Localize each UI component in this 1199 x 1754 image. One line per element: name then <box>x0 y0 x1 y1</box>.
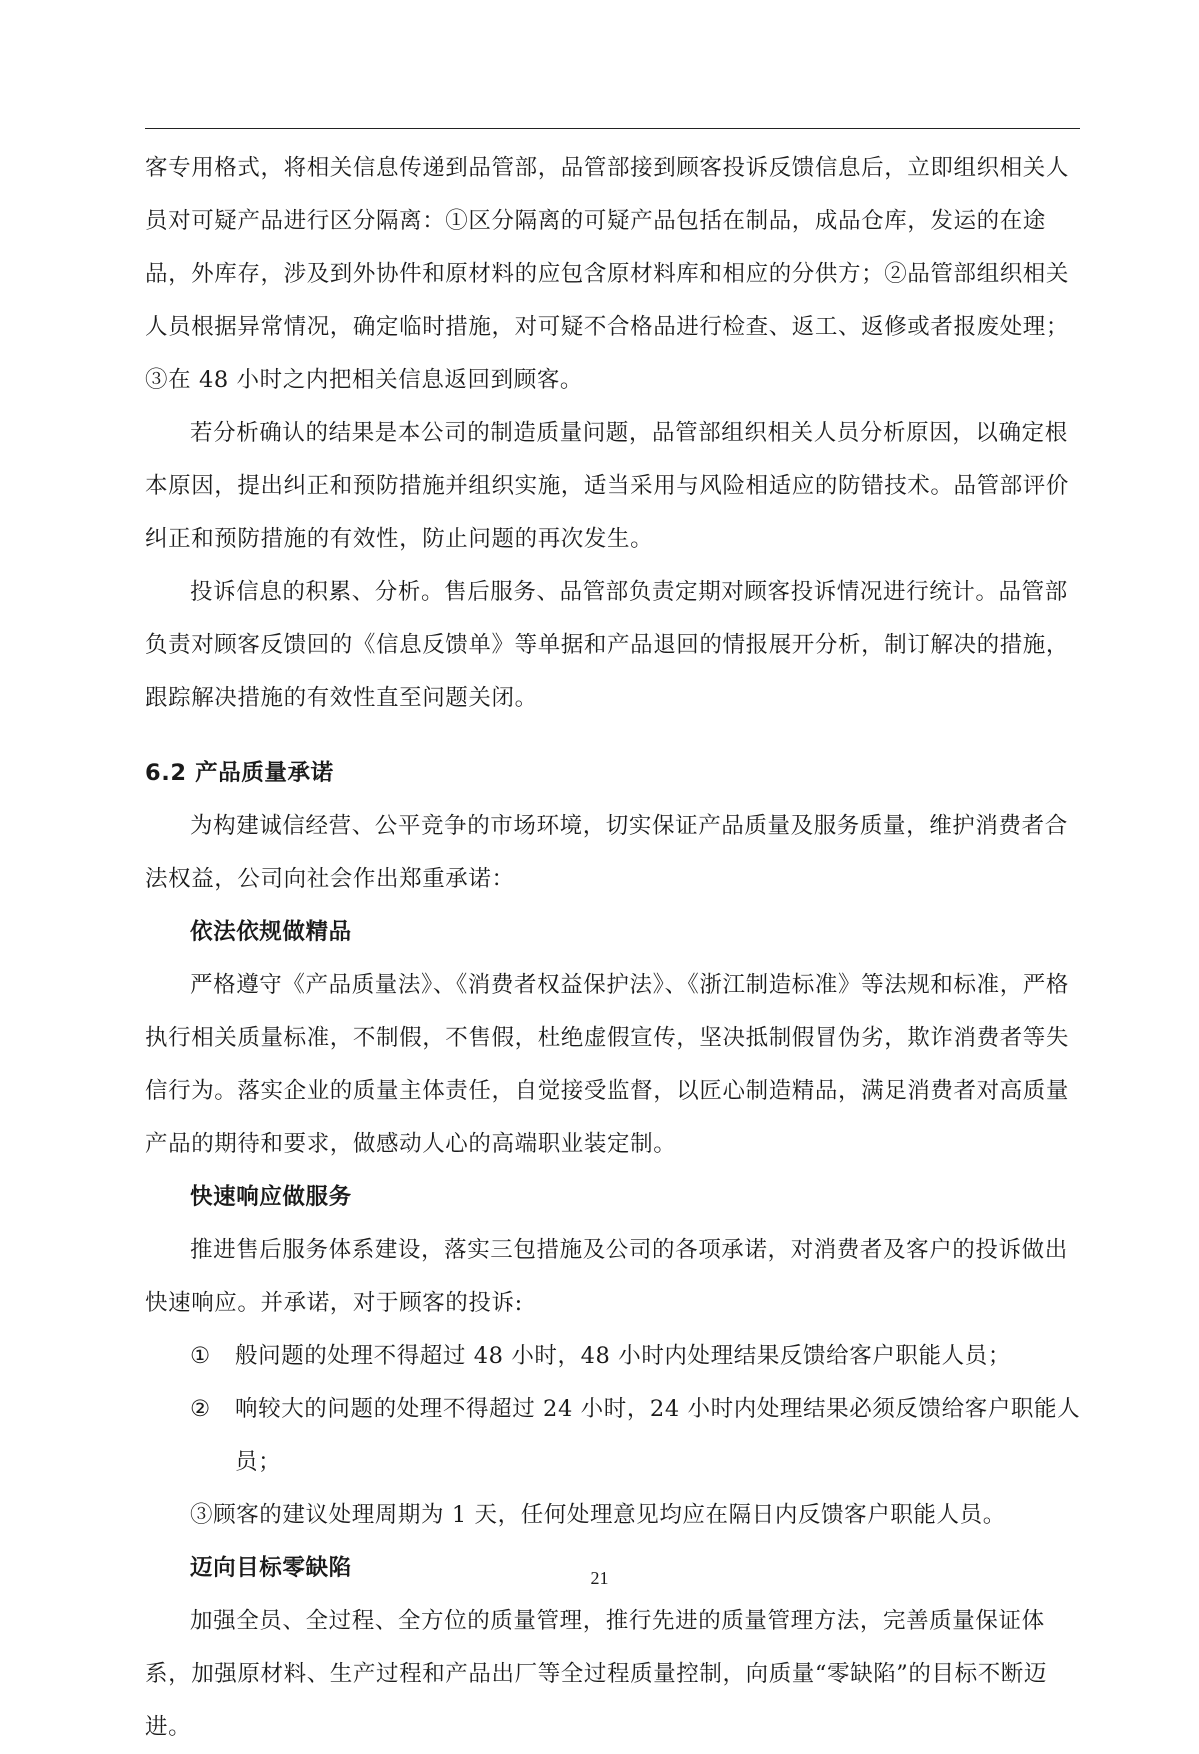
list-item-text: 般问题的处理不得超过 48 小时，48 小时内处理结果反馈给客户职能人员； <box>235 1343 1011 1369</box>
list-item-suggestion: ③顾客的建议处理周期为 1 天，任何处理意见均应在隔日内反馈客户职能人员。 <box>190 1502 1006 1528</box>
page-number: 21 <box>590 1568 609 1588</box>
paragraph-root-cause: 若分析确认的结果是本公司的制造质量问题，品管部组织相关人员分析原因，以确定根本原因，提出纠正和预防措施并组织实施，适当采用与风险相适应的防错技术。品管部评价纠正和预防措施的有效性，防止问题的再次发生。 <box>145 420 1070 552</box>
list-item-text: 响较大的问题的处理不得超过 24 小时，24 小时内处理结果必须反馈给客户职能人 <box>235 1396 1081 1422</box>
commitment-text-service: 推进售后服务体系建设，落实三包措施及公司的各项承诺，对消费者及客户的投诉做出快速响应。并承诺，对于顾客的投诉: <box>145 1237 1068 1316</box>
header-rule <box>145 128 1080 129</box>
paragraph-complaint-analysis: 投诉信息的积累、分析。售后服务、品管部负责定期对顾客投诉情况进行统计。品管部负责对顾客反馈回的《信息反馈单》等单据和产品退回的情报展开分析，制订解决的措施，跟踪解决措施的有效性直至问题关闭。 <box>145 579 1070 711</box>
list-item-number: ① <box>190 1343 211 1369</box>
commitment-text-quality: 严格遵守《产品质量法》、《消费者权益保护法》、《浙江制造标准》等法规和标准，严格执行相关质量标准，不制假，不售假，杜绝虚假宣传，坚决抵制假冒伪劣，欺诈消费者等失信行为。落实企业的质量主体责任，自觉接受监督，以匠心制造精品，满足消费者对高质量产品的期待和要求，做感动人心的高端职业装定制。 <box>145 972 1070 1157</box>
list-item <box>145 1330 1090 1383</box>
commitment-text-zero-defect: 加强全员、全过程、全方位的质量管理，推行先进的质量管理方法，完善质量保证体系，加强原材料、生产过程和产品出厂等全过程质量控制，向质量“零缺陷”的目标不断迈进。 <box>145 1608 1048 1740</box>
page-content <box>145 142 1090 1754</box>
list-item <box>145 1383 1090 1436</box>
list-item-continuation: 员； <box>235 1449 282 1475</box>
list-item-number: ② <box>190 1396 211 1422</box>
section-title: 6.2 产品质量承诺 <box>145 760 334 786</box>
commitment-heading-zero-defect: 迈向目标零缺陷 <box>190 1555 352 1581</box>
paragraph-complaint-handling: 客专用格式，将相关信息传递到品管部，品管部接到顾客投诉反馈信息后，立即组织相关人员对可疑产品进行区分隔离：①区分隔离的可疑产品包括在制品，成品仓库，发运的在途品，外库存，涉及到外协件和原材料的应包含原材料库和相应的分供方；②品管部组织相关人员根据异常情况，确定临时措施，对可疑不合格品进行检查、返工、返修或者报废处理；③在 48 小时之内把相关信息返回到顾客。 <box>145 155 1070 393</box>
commitment-heading-service: 快速响应做服务 <box>190 1184 352 1210</box>
commitment-heading-quality: 依法依规做精品 <box>190 919 352 945</box>
section-intro: 为构建诚信经营、公平竞争的市场环境，切实保证产品质量及服务质量，维护消费者合法权益，公司向社会作出郑重承诺： <box>145 813 1068 892</box>
